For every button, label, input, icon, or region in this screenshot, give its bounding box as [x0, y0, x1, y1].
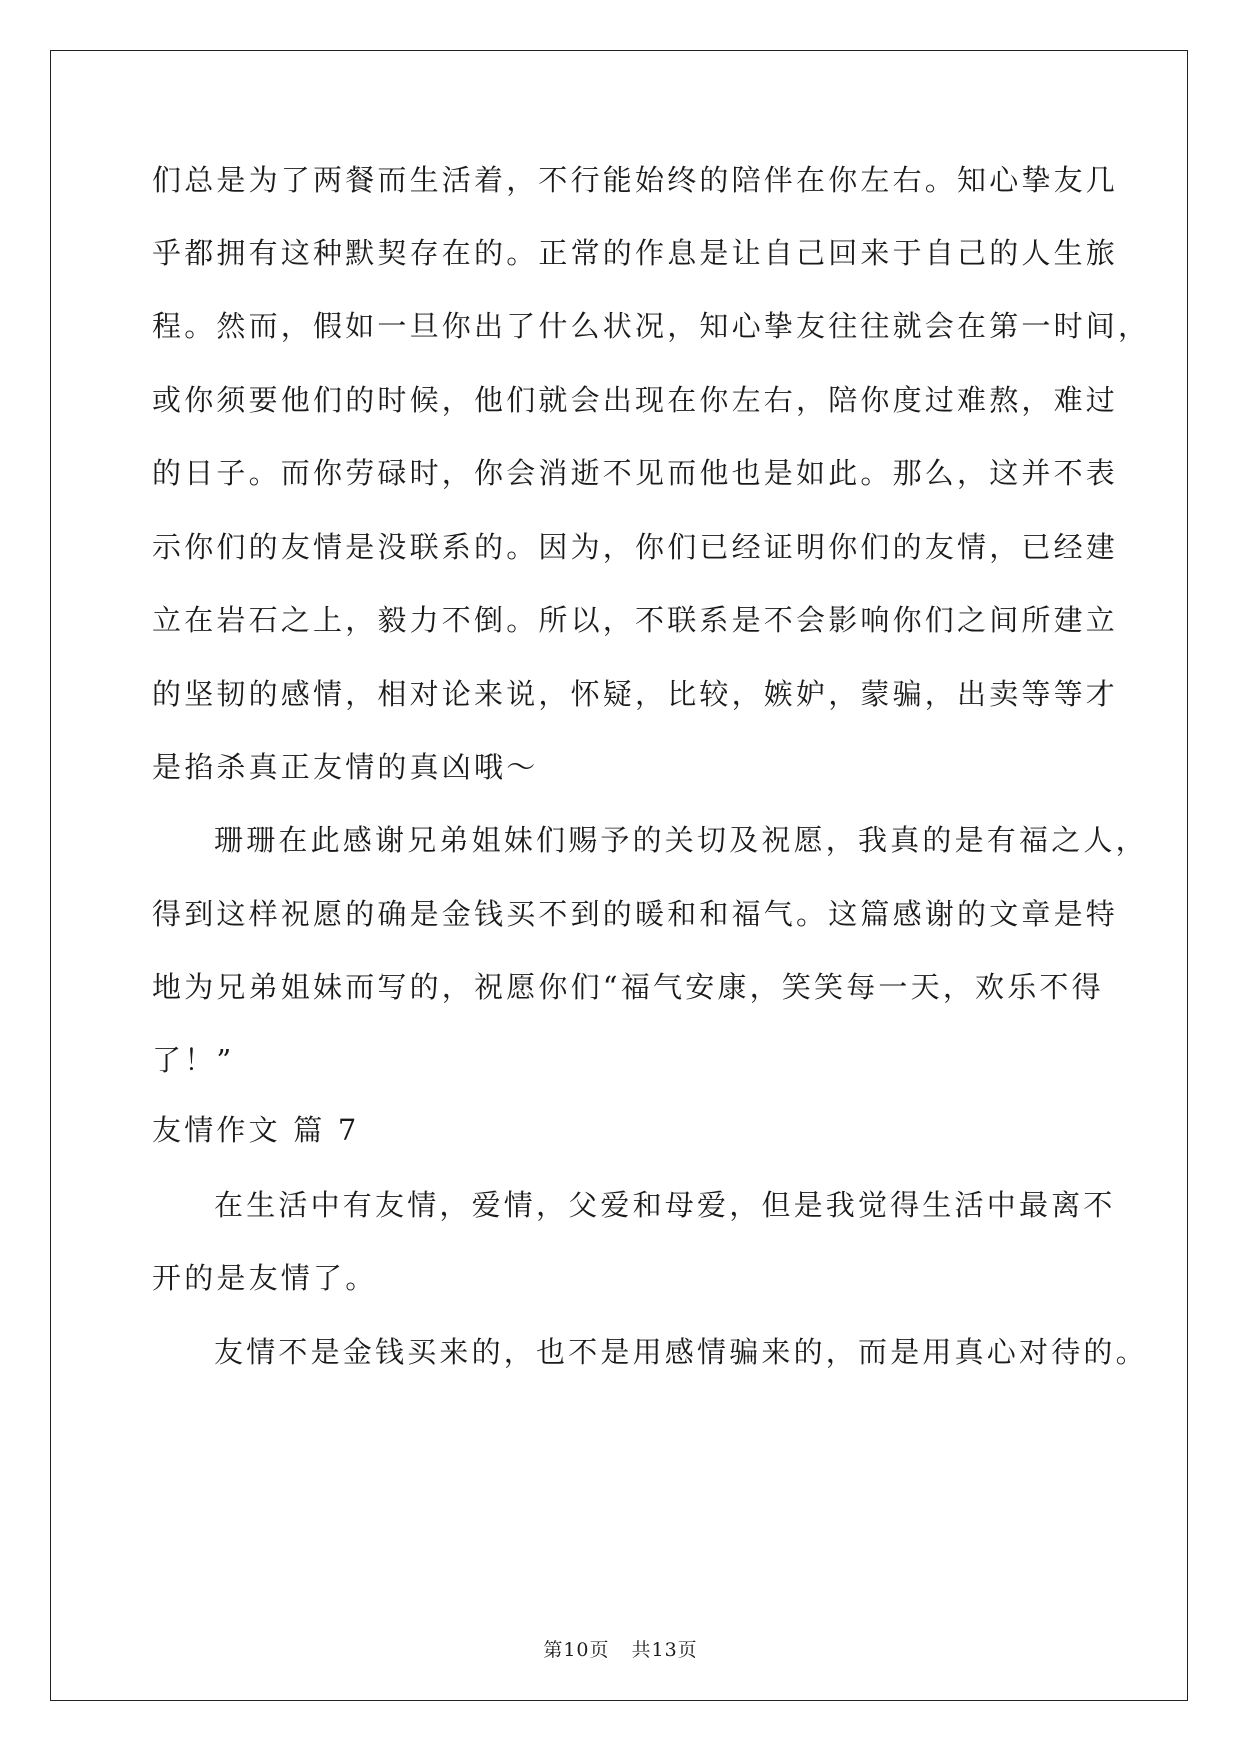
- text-line: 地为兄弟姐妹而写的，祝愿你们“福气安康，笑笑每一天，欢乐不得: [152, 970, 1104, 1004]
- section-heading: 友情作文 篇 7: [152, 1113, 360, 1147]
- text-line: 是掐杀真正友情的真凶哦～: [152, 750, 539, 784]
- paragraph-first-line: 友情不是金钱买来的，也不是用感情骗来的，而是用真心对待的。: [214, 1335, 1148, 1369]
- page-total: 共13页: [631, 1639, 698, 1661]
- text-line: 的坚韧的感情，相对论来说，怀疑，比较，嫉妒，蒙骗，出卖等等才: [152, 677, 1119, 711]
- text-line: 开的是友情了。: [152, 1261, 378, 1295]
- page-number: 第10页: [543, 1639, 610, 1661]
- text-line: 立在岩石之上，毅力不倒。所以，不联系是不会影响你们之间所建立: [152, 603, 1119, 637]
- text-line: 得到这样祝愿的确是金钱买不到的暖和和福气。这篇感谢的文章是特: [152, 897, 1119, 931]
- text-line: 示你们的友情是没联系的。因为，你们已经证明你们的友情，已经建: [152, 530, 1119, 564]
- text-line: 们总是为了两餐而生活着，不行能始终的陪伴在你左右。知心挚友几: [152, 163, 1119, 197]
- text-line: 乎都拥有这种默契存在的。正常的作息是让自己回来于自己的人生旅: [152, 236, 1119, 270]
- text-line: 或你须要他们的时候，他们就会出现在你左右，陪你度过难熬，难过: [152, 383, 1119, 417]
- page-footer: [0, 1635, 1241, 1662]
- text-line: 的日子。而你劳碌时，你会消逝不见而他也是如此。那么，这并不表: [152, 456, 1119, 490]
- text-line: 程。然而，假如一旦你出了什么状况，知心挚友往往就会在第一时间，: [152, 309, 1151, 343]
- paragraph-first-line: 珊珊在此感谢兄弟姐妹们赐予的关切及祝愿，我真的是有福之人，: [214, 823, 1148, 857]
- paragraph-first-line: 在生活中有友情，爱情，父爱和母爱，但是我觉得生活中最离不: [214, 1188, 1116, 1222]
- text-line: 了！”: [152, 1043, 235, 1077]
- page-border: [50, 50, 1188, 1701]
